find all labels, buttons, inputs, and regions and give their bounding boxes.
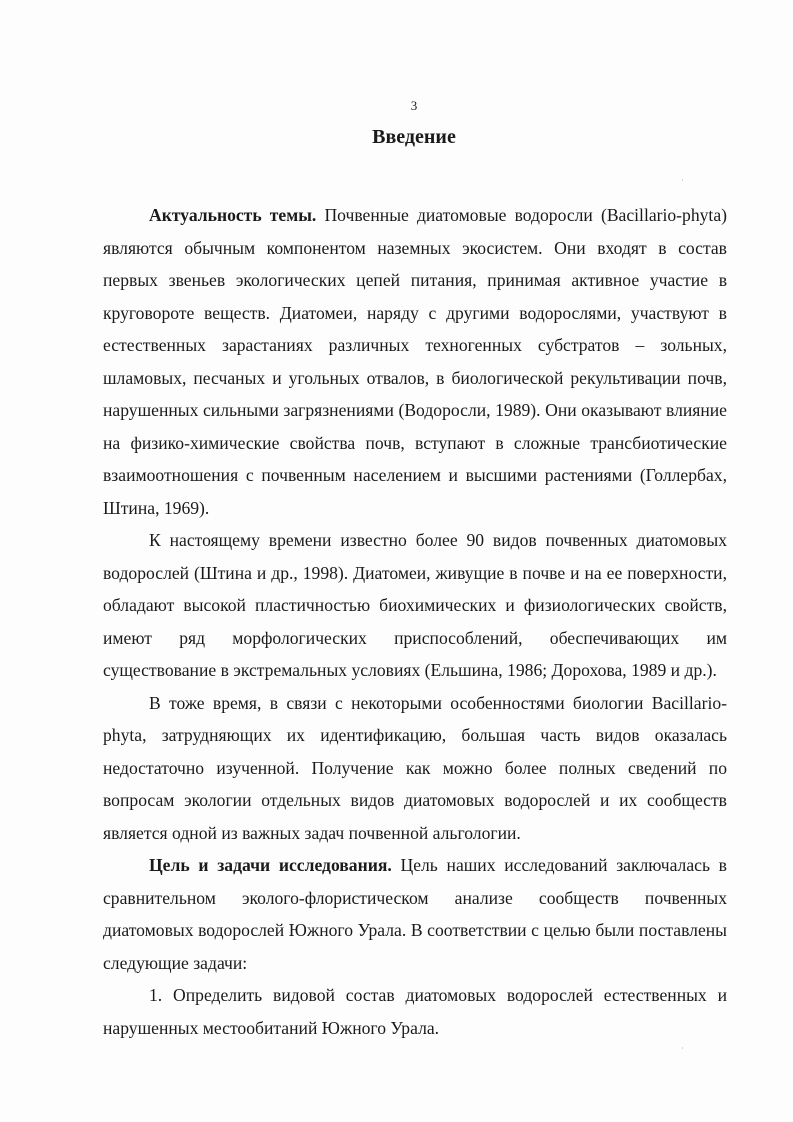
body-text [103,199,727,1044]
paragraph-text: Цель наших исследований заключалась в сравнительном эколого-флористическом анализе сообществ почвенных диатомовых водорослей Южного Урала. В соответствии с целью были поставлены следующие задачи: [103,855,727,973]
section-title: Введение [372,126,456,148]
paragraph-relevance [103,199,727,524]
page-number: 3 [410,98,418,113]
paragraph-study-status [103,687,727,850]
paragraph-text: К настоящему времени известно более 90 видов почвенных диатомовых водорослей (Штина и др., 1998). Диатомеи, живущие в почве и на ее поверхности, обладают высокой пластичностью биохимических и физиологических свойств, имеют ряд морфологических приспособлений, обеспечивающих им существование в экстремальных условиях (Ельшина, 1986; Дорохова, 1989 и др.). [103,530,727,680]
scan-speck: ˙ [681,1046,684,1056]
paragraph-text: В тоже время, в связи с некоторыми особенностями биологии Bacillario-phyta, затрудняющих их идентификацию, большая часть видов оказалась недостаточно изученной. Получение как можно более полных сведений по вопросам экологии отдельных видов диатомовых водорослей и их сообществ является одной из важных задач почвенной альгологии. [103,692,727,843]
paragraph-lead: Цель и задачи исследования. [149,855,392,875]
paragraph-species-count [103,524,727,687]
paragraph-lead: Актуальность темы. [149,205,317,225]
paragraph-text: Почвенные диатомовые водоросли (Bacillario-phyta) являются обычным компонентом наземных экосистем. Они входят в состав первых звеньев экологических цепей питания, принимая активное участие в круговороте веществ. Диатомеи, наряду с другими водорослями, участвуют в естественных зарастаниях различных техногенных субстратов – зольных, шламовых, песчаных и угольных отвалов, в биологической рекультивации почв, нарушенных сильными загрязнениями (Водоросли, 1989). Они оказывают влияние на физико-химические свойства почв, вступают в сложные трансбиотические взаимоотношения с почвенным населением и высшими растениями (Голлербах, Штина, 1969). [103,205,727,518]
paragraph-text: 1. Определить видовой состав диатомовых водорослей естественных и нарушенных местообитаний Южного Урала. [103,985,727,1038]
paragraph-goals [103,849,727,979]
task-list-item [103,979,727,1044]
scan-speck: ˙ [681,178,684,188]
